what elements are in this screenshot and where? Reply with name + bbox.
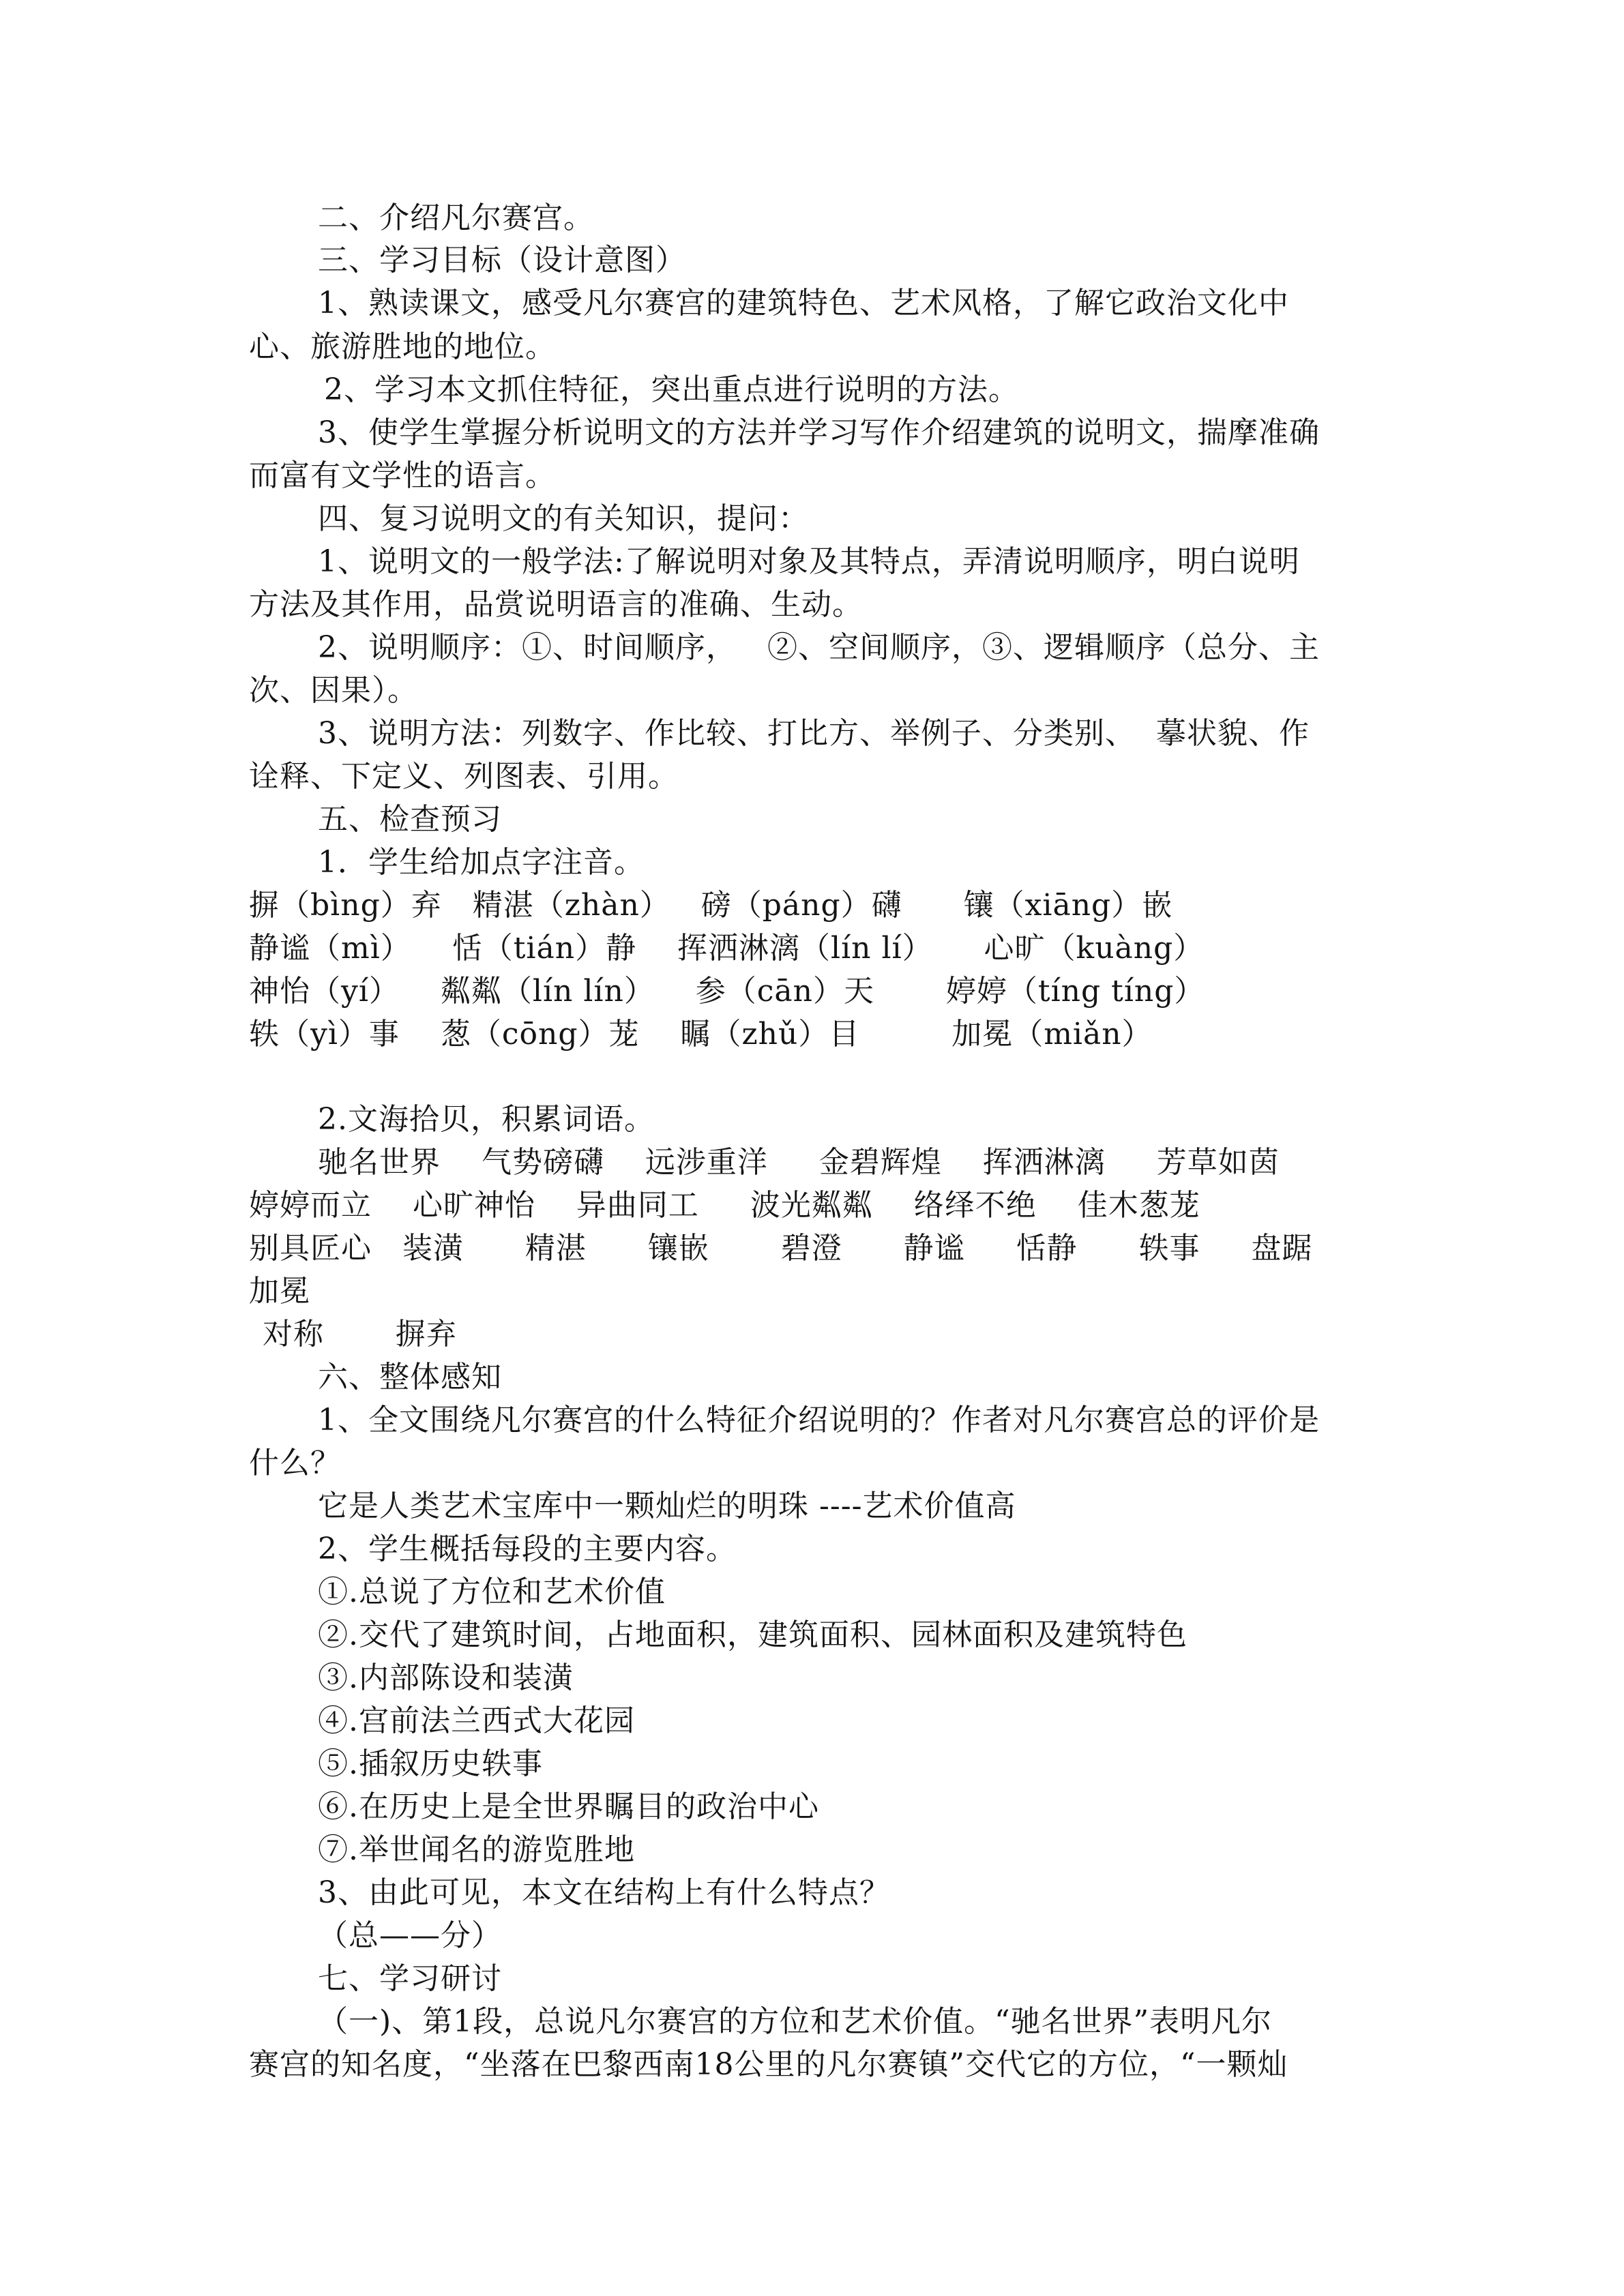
text-line: 2、学习本文抓住特征，突出重点进行说明的方法。 xyxy=(324,372,1019,407)
text-line: 二、介绍凡尔赛宫。 xyxy=(318,200,594,235)
text-line: 1、全文围绕凡尔赛宫的什么特征介绍说明的？作者对凡尔赛宫总的评价是 xyxy=(318,1403,1320,1437)
text-line: ⑥.在历史上是全世界瞩目的政治中心 xyxy=(318,1789,819,1824)
text-line: ②.交代了建筑时间，占地面积，建筑面积、园林面积及建筑特色 xyxy=(318,1617,1187,1652)
text-line: 加冕 xyxy=(249,1274,310,1309)
text-line: 什么？ xyxy=(249,1446,341,1480)
text-line: 它是人类艺术宝库中一颗灿烂的明珠 ----艺术价值高 xyxy=(318,1489,1016,1523)
text-line: （总——分） xyxy=(318,1918,502,1953)
text-line: ⑤.插叙历史轶事 xyxy=(318,1746,543,1781)
text-line: 次、因果）。 xyxy=(249,673,418,708)
text-line: 五、检查预习 xyxy=(318,802,502,837)
text-line: 轶（yì）事 葱（cōng）茏 瞩（zhǔ）目 加冕（miǎn） xyxy=(249,1017,1153,1052)
text-line: 对称 摒弃 xyxy=(263,1317,457,1352)
text-line: 2.文海拾贝，积累词语。 xyxy=(318,1102,655,1137)
text-line: ⑦.举世闻名的游览胜地 xyxy=(318,1832,635,1867)
text-line: 3、说明方法：列数字、作比较、打比方、举例子、分类别、 摹状貌、作 xyxy=(318,716,1310,751)
text-line: 七、学习研讨 xyxy=(318,1961,502,1996)
text-line: 神怡（yí） 粼粼（lín lín） 参（cān）天 婷婷（tíng tíng） xyxy=(249,974,1205,1009)
text-line: 静谧（mì） 恬（tián）静 挥洒淋漓（lín lí） 心旷（kuàng） xyxy=(249,931,1205,966)
text-line: 四、复习说明文的有关知识，提问： xyxy=(318,501,809,536)
text-line: 1、熟读课文，感受凡尔赛宫的建筑特色、艺术风格，了解它政治文化中 xyxy=(318,286,1289,320)
text-line: 三、学习目标（设计意图） xyxy=(318,243,686,278)
text-line: ①.总说了方位和艺术价值 xyxy=(318,1575,666,1609)
text-line: 赛宫的知名度，“坐落在巴黎西南18公里的凡尔赛镇”交代它的方位，“一颗灿 xyxy=(249,2047,1288,2082)
text-line: 3、由此可见，本文在结构上有什么特点？ xyxy=(318,1875,890,1910)
text-line: 2、说明顺序：①、时间顺序， ②、空间顺序，③、逻辑顺序（总分、主 xyxy=(318,630,1320,665)
text-line: 而富有文学性的语言。 xyxy=(249,458,556,493)
text-line: （一)、第1段，总说凡尔赛宫的方位和艺术价值。“驰名世界”表明凡尔 xyxy=(318,2004,1273,2039)
text-line: 摒（bìng）弃 精湛（zhàn） 磅（páng）礴 镶（xiāng）嵌 xyxy=(249,888,1173,923)
text-line: 婷婷而立 心旷神怡 异曲同工 波光粼粼 络绎不绝 佳木葱茏 xyxy=(249,1188,1200,1223)
text-line: 诠释、下定义、列图表、引用。 xyxy=(249,759,679,794)
text-line: 1．学生给加点字注音。 xyxy=(318,845,645,880)
text-line: 1、说明文的一般学法:了解说明对象及其特点，弄清说明顺序，明白说明 xyxy=(318,544,1300,579)
text-line: ③.内部陈设和装潢 xyxy=(318,1660,574,1695)
text-line: 方法及其作用，品赏说明语言的准确、生动。 xyxy=(249,587,863,622)
text-line: 心、旅游胜地的地位。 xyxy=(249,329,556,364)
text-line: 六、整体感知 xyxy=(318,1360,502,1395)
text-line: 别具匠心 装潢 精湛 镶嵌 碧澄 静谧 恬静 轶事 盘踞 xyxy=(249,1231,1313,1266)
text-line: ④.宫前法兰西式大花园 xyxy=(318,1703,635,1738)
text-line: 3、使学生掌握分析说明文的方法并学习写作介绍建筑的说明文，揣摩准确 xyxy=(318,415,1320,450)
text-line: 2、学生概括每段的主要内容。 xyxy=(318,1532,737,1566)
text-line: 驰名世界 气势磅礴 远涉重洋 金碧辉煌 挥洒淋漓 芳草如茵 xyxy=(318,1145,1280,1180)
